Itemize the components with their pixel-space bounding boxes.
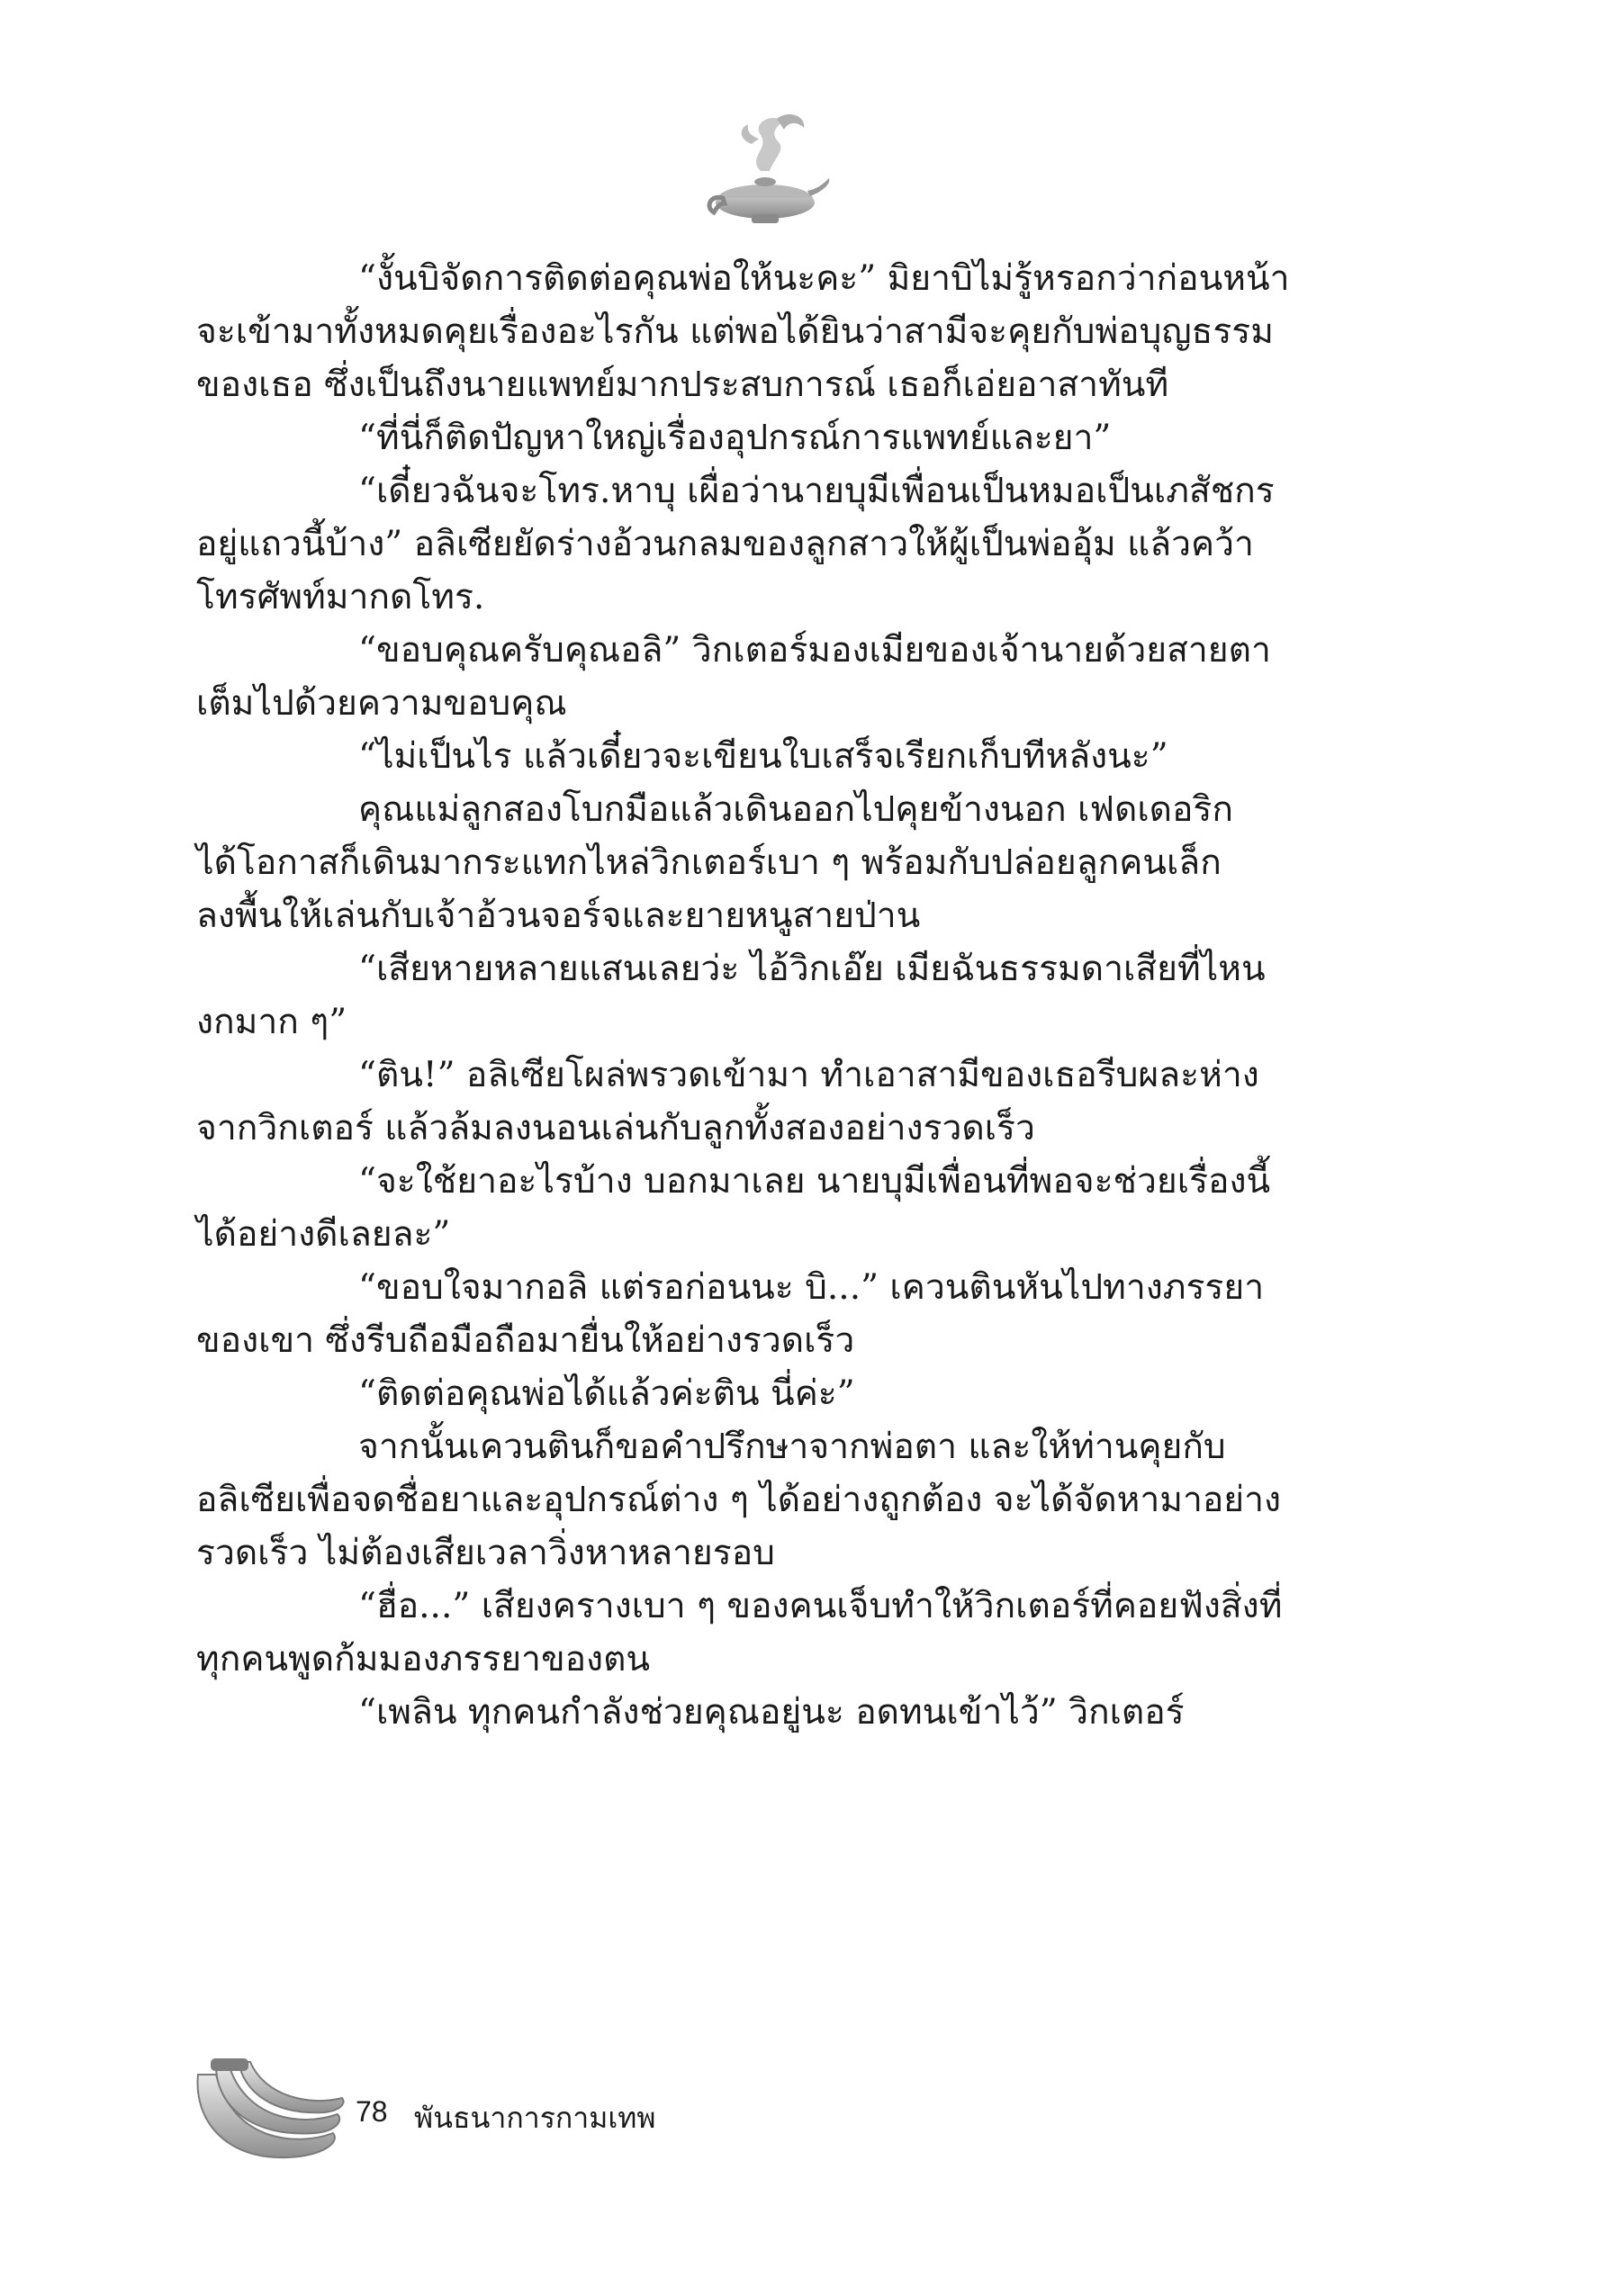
text-line: ของเธอ ซึ่งเป็นถึงนายแพทย์มากประสบการณ์ เธอก็เอ่ยอาสาทันที [196,365,1169,405]
text-line: จากนั้นเควนตินก็ขอคำปรึกษาจากพ่อตา และให้ท่านคุยกับ [358,1427,1226,1467]
text-line: “เดี๋ยวฉันจะโทร.หาบุ เผื่อว่านายบุมีเพื่อนเป็นหมอเป็นเภสัชกร [358,471,1275,511]
text-line: เต็มไปด้วยความขอบคุณ [196,683,567,724]
text-line: ลงพื้นให้เล่นกับเจ้าอ้วนจอร์จและยายหนูสายป่าน [196,896,921,936]
text-line: รวดเร็ว ไม่ต้องเสียเวลาวิ่งหาหลายรอบ [196,1533,775,1573]
text-line: โทรศัพท์มากดโทร. [196,577,485,617]
text-line: “ติดต่อคุณพ่อได้แล้วค่ะติน นี่ค่ะ” [358,1373,855,1414]
text-line: จะเข้ามาทั้งหมดคุยเรื่องอะไรกัน แต่พอได้ยินว่าสามีจะคุยกับพ่อบุญธรรม [196,311,1274,352]
text-line: ได้อย่างดีเลยละ” [196,1214,451,1255]
text-line: คุณแม่ลูกสองโบกมือแล้วเดินออกไปคุยข้างนอก เฟดเดอริก [358,789,1233,830]
text-line: “เสียหายหลายแสนเลยว่ะ ไอ้วิกเอ๊ย เมียฉันธรรมดาเสียที่ไหน [358,949,1266,989]
text-line: “ไม่เป็นไร แล้วเดี๋ยวจะเขียนใบเสร็จเรียกเก็บทีหลังนะ” [358,736,1168,777]
text-line: ได้โอกาสก็เดินมากระแทกไหล่วิกเตอร์เบา ๆ พร้อมกับปล่อยลูกคนเล็ก [196,842,1222,883]
text-line: ของเขา ซึ่งรีบถือมือถือมายื่นให้อย่างรวดเร็ว [196,1320,855,1361]
body-text [196,252,1357,1739]
text-line: จากวิกเตอร์ แล้วล้มลงนอนเล่นกับลูกทั้งสองอย่างรวดเร็ว [196,1108,1035,1148]
genie-lamp-icon [698,108,833,230]
text-line: “ที่นี่ก็ติดปัญหาใหญ่เรื่องอุปกรณ์การแพทย์และยา” [358,418,1112,458]
page-footer [0,2057,1605,2174]
text-line: อลิเซียเพื่อจดชื่อยาและอุปกรณ์ต่าง ๆ ได้อย่างถูกต้อง จะได้จัดหามาอย่าง [196,1480,1282,1520]
text-line: “จะใช้ยาอะไรบ้าง บอกมาเลย นายบุมีเพื่อนที่พอจะช่วยเรื่องนี้ [358,1161,1271,1202]
text-line: อยู่แถวนี้บ้าง” อลิเซียยัดร่างอ้วนกลมของลูกสาวให้ผู้เป็นพ่ออุ้ม แล้วคว้า [196,524,1254,564]
text-line: “ขอบคุณครับคุณอลิ” วิกเตอร์มองเมียของเจ้านายด้วยสายตา [358,630,1271,671]
text-line: “ฮื่อ...” เสียงครางเบา ๆ ของคนเจ็บทำให้วิกเตอร์ที่คอยฟังสิ่งที่ [358,1586,1283,1626]
text-line: “เพลิน ทุกคนกำลังช่วยคุณอยู่นะ อดทนเข้าไว้” วิกเตอร์ [358,1692,1185,1733]
text-line: งกมาก ๆ” [196,1002,347,1042]
text-line: “ติน!” อลิเซียโผล่พรวดเข้ามา ทำเอาสามีของเธอรีบผละห่าง [358,1055,1259,1095]
banana-bunch-icon [189,2057,347,2165]
text-line: “งั้นบิจัดการติดต่อคุณพ่อให้นะคะ” มิยาบิไม่รู้หรอกว่าก่อนหน้า [358,258,1290,299]
text-line: “ขอบใจมากอลิ แต่รอก่อนนะ บิ...” เควนตินหันไปทางภรรยา [358,1267,1265,1308]
page-number: 78 [356,2095,388,2128]
text-line: ทุกคนพูดก้มมองภรรยาของตน [196,1639,651,1679]
book-title: พันธนาการกามเทพ [414,2102,656,2134]
